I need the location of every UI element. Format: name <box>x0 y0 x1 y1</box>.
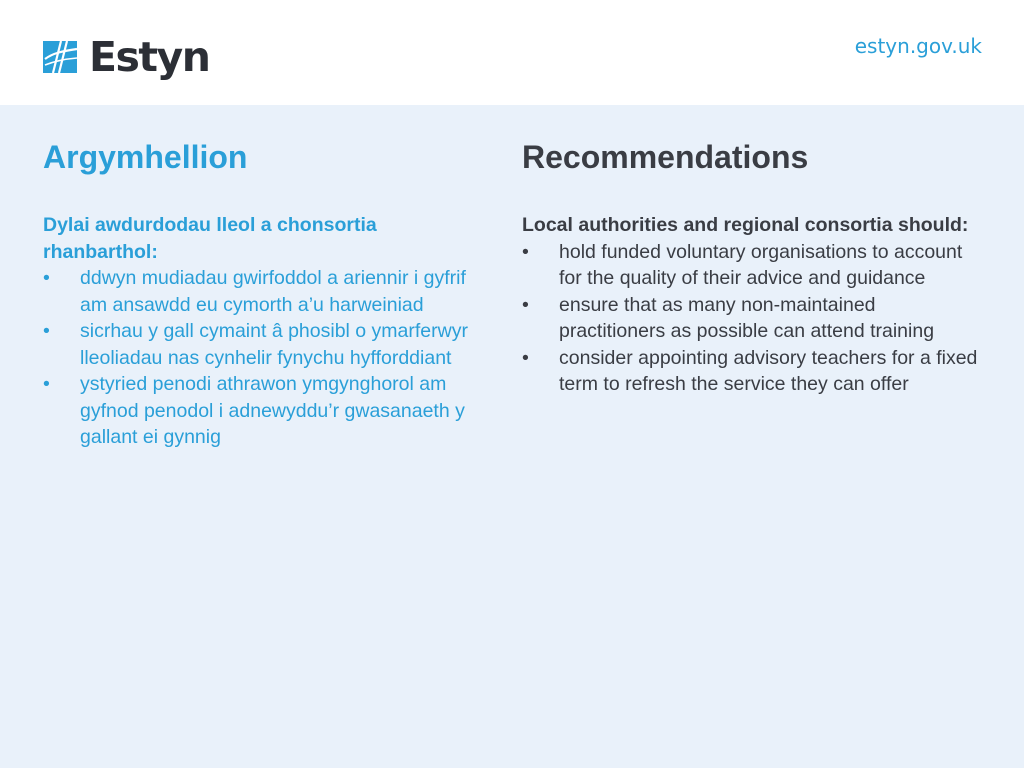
list-item <box>522 345 982 398</box>
list-item-text: ensure that as many non-maintained practitioners as possible can attend training <box>559 293 935 342</box>
list-item <box>43 371 483 451</box>
bullet-icon: • <box>522 240 529 263</box>
brand-name: Estyn <box>89 32 210 81</box>
bullet-icon: • <box>522 346 529 369</box>
bullet-icon: • <box>43 373 50 395</box>
estyn-logo-mark-icon <box>43 39 79 75</box>
header-bar <box>0 0 1024 105</box>
list-item-text: ddwyn mudiadau gwirfoddol a ariennir i gyfrif am ansawdd eu cymorth a’u harweiniad <box>80 267 466 316</box>
english-column <box>522 138 982 398</box>
welsh-column <box>43 138 483 451</box>
list-item <box>43 318 483 371</box>
english-recommendation-list <box>522 239 982 398</box>
english-intro: Local authorities and regional consortia should: <box>522 214 969 236</box>
welsh-title: Argymhellion <box>43 139 248 175</box>
list-item-text: sicrhau y gall cymaint â phosibl o ymarferwyr lleoliadau nas cynhelir fynychu hyfforddiant <box>80 320 468 369</box>
list-item <box>522 239 982 292</box>
welsh-recommendation-list <box>43 265 483 451</box>
list-item-text: ystyried penodi athrawon ymgynghorol am gyfnod penodol i adnewyddu’r gwasanaeth y gallant ei gynnig <box>80 373 465 448</box>
list-item <box>522 292 982 345</box>
estyn-logo[interactable] <box>43 33 209 81</box>
site-url-link[interactable]: estyn.gov.uk <box>854 34 982 58</box>
list-item-text: hold funded voluntary organisations to account for the quality of their advice and guidance <box>559 240 963 289</box>
list-item-text: consider appointing advisory teachers for a fixed term to refresh the service they can offer <box>559 346 978 395</box>
bullet-icon: • <box>43 320 50 342</box>
welsh-intro: Dylai awdurdodau lleol a chonsortia rhanbarthol: <box>43 214 377 263</box>
english-title: Recommendations <box>522 139 809 175</box>
bullet-icon: • <box>43 267 50 289</box>
bullet-icon: • <box>522 293 529 316</box>
list-item <box>43 265 483 318</box>
